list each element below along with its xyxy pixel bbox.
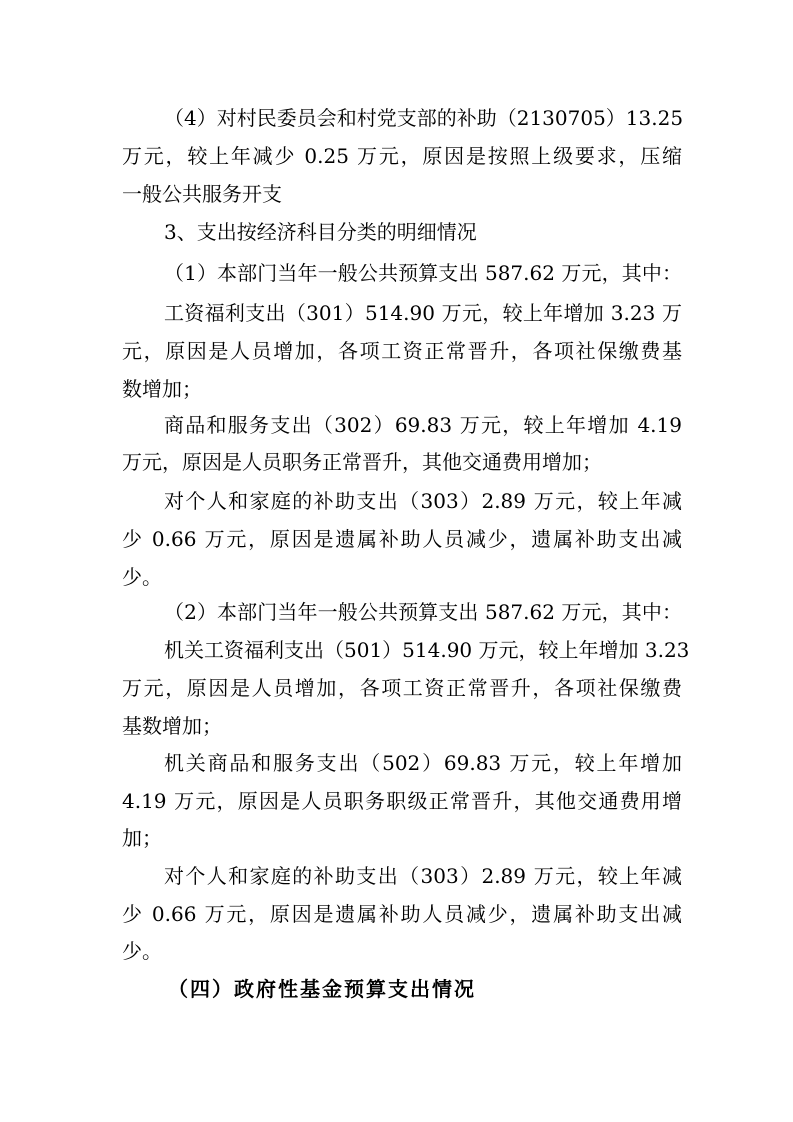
paragraph-line: 少 0.66 万元，原因是遗属补助人员减少，遗属补助支出减	[122, 527, 682, 551]
paragraph-line: 少。	[122, 565, 162, 589]
paragraph-line: 少 0.66 万元，原因是遗属补助人员减少，遗属补助支出减	[122, 902, 682, 926]
paragraph-line: 数增加；	[122, 377, 202, 401]
paragraph-line: 少。	[122, 939, 162, 963]
paragraph-line: 机关商品和服务支出（502）69.83 万元，较上年增加	[164, 751, 682, 775]
paragraph-line: 对个人和家庭的补助支出（303）2.89 万元，较上年减	[164, 489, 682, 513]
section-subheading: 3、支出按经济科目分类的明细情况	[164, 220, 477, 244]
paragraph-line: 工资福利支出（301）514.90 万元，较上年增加 3.23 万	[164, 301, 682, 325]
paragraph-line: （2）本部门当年一般公共预算支出 587.62 万元，其中：	[164, 600, 682, 624]
paragraph-line: 万元，原因是人员增加，各项工资正常晋升，各项社保缴费	[122, 676, 682, 700]
paragraph-line: 对个人和家庭的补助支出（303）2.89 万元，较上年减	[164, 864, 682, 888]
paragraph-line: 一般公共服务开支	[122, 182, 282, 206]
paragraph-line: 万元，原因是人员职务正常晋升，其他交通费用增加；	[122, 450, 602, 474]
paragraph-line: 万元，较上年减少 0.25 万元，原因是按照上级要求，压缩	[122, 144, 682, 168]
paragraph-line: 商品和服务支出（302）69.83 万元，较上年增加 4.19	[164, 413, 682, 437]
paragraph-line: （1）本部门当年一般公共预算支出 587.62 万元，其中：	[164, 261, 682, 285]
paragraph-line: 元，原因是人员增加，各项工资正常晋升，各项社保缴费基	[122, 339, 682, 363]
paragraph-line: 基数增加；	[122, 714, 222, 738]
paragraph-line: 4.19 万元，原因是人员职务职级正常晋升，其他交通费用增	[122, 789, 682, 813]
paragraph-line: 机关工资福利支出（501）514.90 万元，较上年增加 3.23	[164, 638, 690, 662]
paragraph-line: （4）对村民委员会和村党支部的补助（2130705）13.25	[164, 106, 684, 130]
section-heading: （四）政府性基金预算支出情况	[168, 977, 476, 1001]
paragraph-line: 加；	[122, 826, 162, 850]
